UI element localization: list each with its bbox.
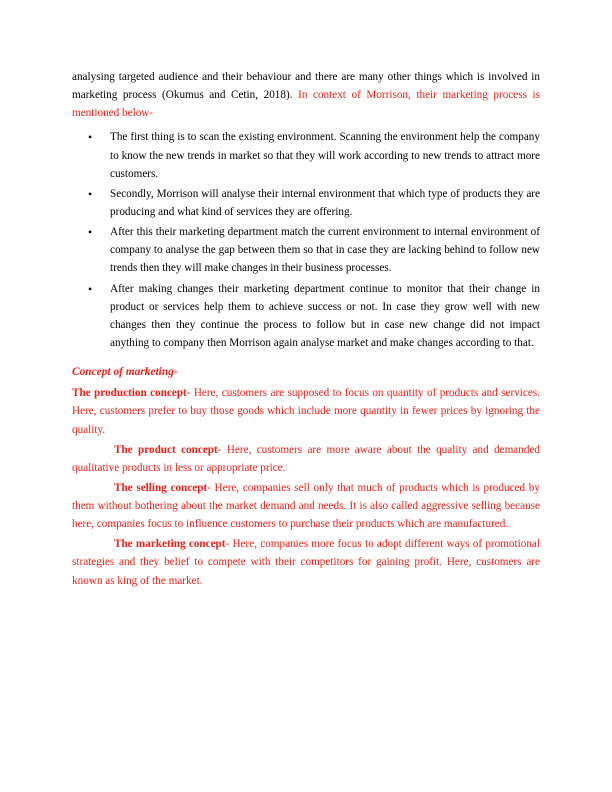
intro-paragraph (72, 68, 540, 122)
concept-paragraph-product (72, 441, 540, 477)
intro-paragraph-red-text: In context of Morrison, their marketing process is mentioned below- (72, 89, 540, 120)
concept-body-selling: - Here, companies sell only that much of products which is produced by them without bothering about the market demand and needs. It is also called aggressive selling because here, companies focus to influence customers to purchase their products which are manufactured. (72, 481, 540, 531)
concept-body-product: - Here, customers are more aware about the quality and demanded qualitative products in less or appropriate price. (72, 443, 541, 474)
list-item: • After making changes their marketing department continue to monitor that their change in product or services help them to achieve success or not. In case they grow well with new changes then they continue the process to follow but in case new change did not impact anything to company then Morrison again analyse market and make changes according to that. (72, 280, 540, 353)
concept-body-marketing: - Here, companies more focus to adopt different ways of promotional strategies and they belief to compete with their competitors for gaining profit. Here, customers are known as king of the market. (72, 538, 541, 587)
concept-paragraph-marketing (72, 535, 540, 589)
list-item: • The first thing is to scan the existing environment. Scanning the environment help the company to know the new trends in market so that they will work according to new trends to attract more customers. (72, 128, 540, 182)
intro-paragraph-black-text: analysing targeted audience and their behaviour and there are many other things which is involved in marketing process (Okumus and Cetin, 2018). (72, 71, 540, 102)
concept-paragraph-production (72, 384, 540, 438)
concept-paragraph-selling (72, 479, 540, 533)
marketing-process-list (72, 128, 540, 352)
concept-body-production: - Here, customers are supposed to focus on quantity of products and services. Here, customers prefer to buy those goods which include more quantity in fewer prices by ignoring the quality. (72, 387, 540, 436)
concept-title-production: The production concept (72, 387, 187, 400)
list-item: • Secondly, Morrison will analyse their internal environment that which type of products they are producing and what kind of services they are offering. (72, 185, 540, 221)
concept-title-product: The product concept (114, 443, 218, 456)
concept-title-selling: The selling concept (114, 481, 208, 494)
section-heading-concept-of-marketing: Concept of marketing- (72, 366, 178, 379)
concept-title-marketing: The marketing concept (114, 538, 226, 551)
list-item: • After this their marketing department match the current environment to internal environment of company to analyse the gap between them so that in case they are lacking behind to follow new trends then they will make changes in their business processes. (72, 223, 540, 277)
